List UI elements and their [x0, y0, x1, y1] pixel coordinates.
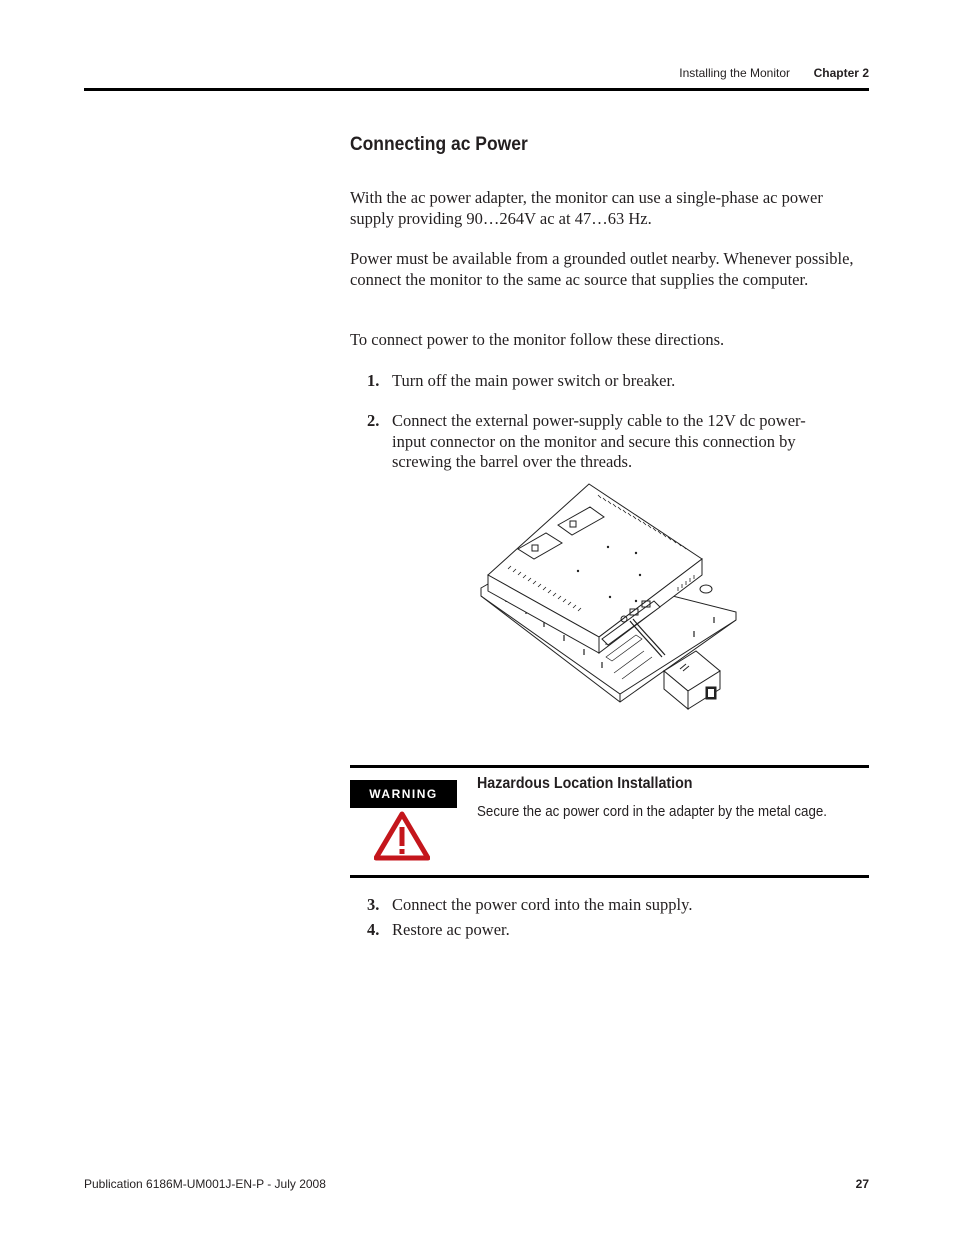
- paragraph-directions: To connect power to the monitor follow these directions.: [350, 330, 725, 349]
- header-section-title: Installing the Monitor: [679, 66, 790, 80]
- step-number: 1.: [367, 371, 380, 390]
- page-title: Connecting ac Power: [350, 134, 528, 155]
- warning-triangle-icon: [374, 811, 430, 861]
- footer-page-number: 27: [855, 1177, 869, 1191]
- header-rule: [84, 88, 869, 91]
- step-3: [367, 895, 807, 916]
- step-number: 2.: [367, 411, 380, 430]
- warning-label: WARNING: [350, 780, 457, 808]
- warning-body: Secure the ac power cord in the adapter by the metal cage.: [477, 804, 828, 820]
- step-text: Turn off the main power switch or breaker.: [392, 371, 676, 390]
- monitor-power-connection-figure: [478, 481, 740, 713]
- footer-publication: Publication 6186M-UM001J-EN-P - July 2008: [84, 1177, 326, 1191]
- warning-top-rule: [350, 765, 869, 768]
- warning-bottom-rule: [350, 875, 869, 878]
- step-text: Restore ac power.: [392, 920, 510, 939]
- warning-title: Hazardous Location Installation: [477, 775, 693, 792]
- step-number: 4.: [367, 920, 380, 939]
- paragraph-power-supply: With the ac power adapter, the monitor can use a single-phase ac power supply providing 90…264V ac at 47…63 Hz.: [350, 188, 823, 228]
- step-text: Connect the external power-supply cable to the 12V dc power-input connector on the monitor and secure this connection by screwing the barrel over the threads.: [392, 411, 806, 471]
- step-2: [367, 411, 817, 473]
- step-text: Connect the power cord into the main supply.: [392, 895, 693, 914]
- step-1: [367, 371, 807, 392]
- step-number: 3.: [367, 895, 380, 914]
- step-4: [367, 920, 807, 941]
- paragraph-grounded-outlet: Power must be available from a grounded outlet nearby. Whenever possible, connect the monitor to the same ac source that supplies the computer.: [350, 249, 854, 289]
- header-chapter: Chapter 2: [813, 66, 869, 80]
